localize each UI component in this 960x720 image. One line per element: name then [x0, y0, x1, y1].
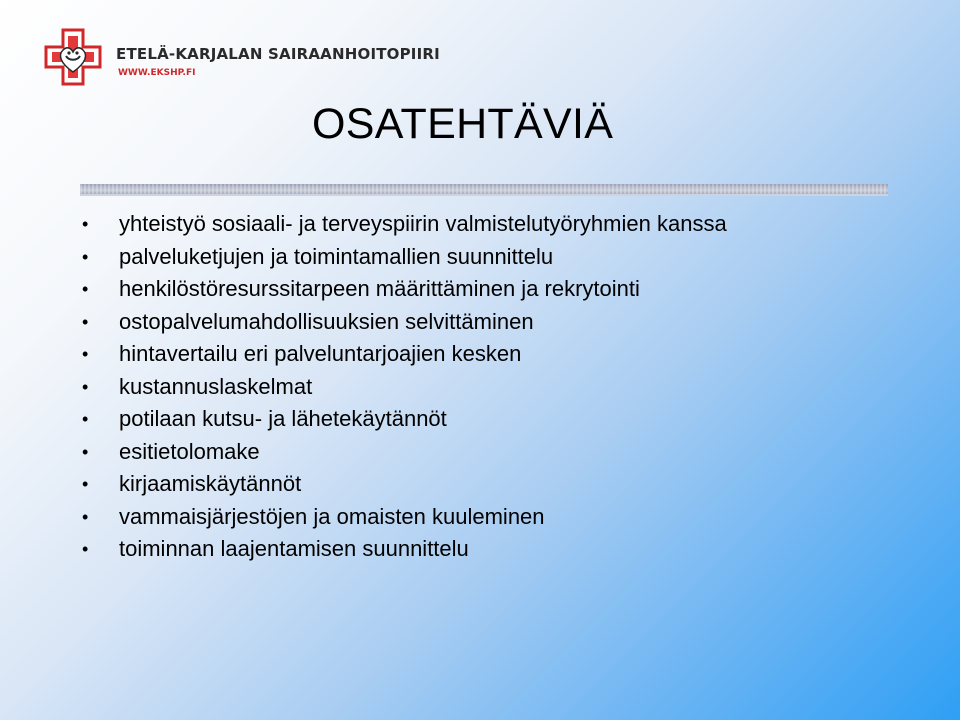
- bullet-item: [82, 533, 727, 566]
- bullet-text: vammaisjärjestöjen ja omaisten kuuleminen: [119, 503, 545, 529]
- bullet-dot: •: [82, 441, 89, 462]
- bullet-dot: •: [82, 246, 89, 267]
- bullet-dot: •: [82, 344, 89, 364]
- bullet-dot: •: [82, 311, 89, 332]
- bullet-text: yhteistyö sosiaali- ja terveyspiirin valmistelutyöryhmien kanssa: [119, 211, 727, 236]
- bullet-text: palveluketjujen ja toimintamallien suunnittelu: [119, 243, 554, 269]
- bullet-dot: •: [82, 214, 89, 234]
- bullet-item: [82, 273, 727, 306]
- bullet-text: toiminnan laajentamisen suunnittelu: [119, 536, 469, 561]
- bullet-item: [82, 371, 727, 404]
- bullet-item: [82, 501, 727, 534]
- bullet-dot: •: [82, 376, 89, 397]
- bullet-dot: •: [82, 474, 89, 494]
- bullet-text: henkilöstöresurssitarpeen määrittäminen ja rekrytointi: [119, 276, 640, 301]
- title-divider: [80, 184, 888, 194]
- bullet-text: potilaan kutsu- ja lähetekäytännöt: [119, 406, 447, 431]
- bullet-item: [82, 468, 727, 501]
- slide-title: OSATEHTÄVIÄ: [312, 100, 614, 148]
- organization-url: WWW.EKSHP.FI: [118, 68, 196, 78]
- bullet-text: kustannuslaskelmat: [119, 373, 313, 399]
- bullet-dot: •: [82, 539, 89, 559]
- bullet-dot: •: [82, 279, 89, 299]
- bullet-item: [82, 241, 727, 274]
- bullet-item: [82, 403, 727, 436]
- bullet-text: kirjaamiskäytännöt: [119, 471, 302, 496]
- bullet-item: [82, 436, 727, 469]
- bullet-item: [82, 306, 727, 339]
- organization-name: ETELÄ-KARJALAN SAIRAANHOITOPIIRI: [116, 45, 440, 63]
- bullet-item: [82, 208, 727, 241]
- bullet-dot: •: [82, 506, 89, 527]
- bullet-list: [82, 208, 727, 566]
- bullet-text: esitietolomake: [119, 438, 260, 464]
- bullet-text: hintavertailu eri palveluntarjoajien kesken: [119, 341, 522, 366]
- organization-logo: [44, 28, 464, 88]
- hospital-district-logo-icon: [44, 28, 102, 86]
- bullet-dot: •: [82, 409, 89, 429]
- bullet-item: [82, 338, 727, 371]
- bullet-text: ostopalvelumahdollisuuksien selvittäminen: [119, 308, 534, 334]
